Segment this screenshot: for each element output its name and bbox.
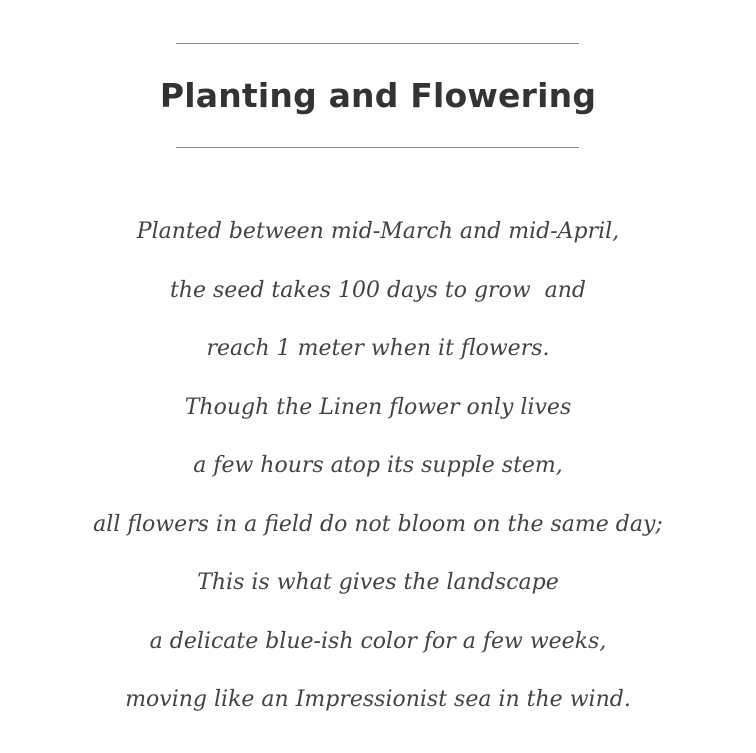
page-title: Planting and Flowering	[159, 76, 597, 115]
poem-line: This is what gives the landscape	[197, 570, 559, 595]
poem-line: Though the Linen flower only lives	[184, 394, 572, 420]
poem-text	[0, 211, 756, 738]
poem-line: a delicate blue-ish color for a few weeks,	[149, 628, 607, 654]
poem-line: all flowers in a field do not bloom on the same day;	[93, 511, 663, 537]
poem-line: the seed takes 100 days to grow and	[169, 277, 587, 303]
poem-line: reach 1 meter when it flowers.	[206, 336, 550, 361]
top-divider	[176, 43, 579, 44]
poem-line: a few hours atop its supple stem,	[193, 453, 563, 478]
bottom-divider	[176, 147, 579, 148]
poem-line: moving like an Impressionist sea in the wind.	[125, 687, 631, 712]
poem-line: Planted between mid-March and mid-April,	[136, 219, 620, 244]
